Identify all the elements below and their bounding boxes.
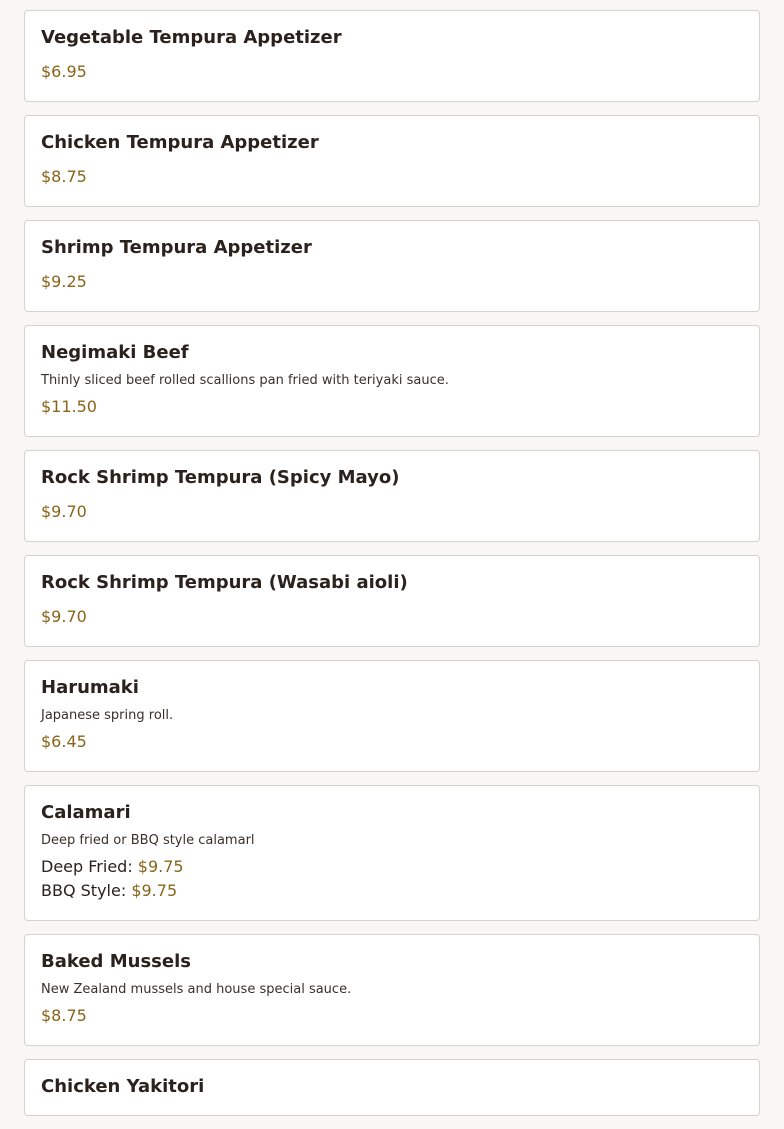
menu-item-name: Negimaki Beef xyxy=(41,342,189,363)
variant-label: Deep Fried: xyxy=(41,857,133,876)
menu-item-name: Rock Shrimp Tempura (Spicy Mayo) xyxy=(41,467,400,488)
menu-item-card[interactable] xyxy=(24,450,760,542)
variant-label: BBQ Style: xyxy=(41,881,127,900)
menu-item-name: Chicken Tempura Appetizer xyxy=(41,132,319,153)
menu-item-card[interactable] xyxy=(24,660,760,772)
menu-item-price: $9.25 xyxy=(41,272,87,291)
menu-item-card[interactable] xyxy=(24,10,760,102)
menu-item-price: $11.50 xyxy=(41,397,97,416)
menu-item-price: $6.45 xyxy=(41,732,87,751)
menu-item-price: $9.70 xyxy=(41,607,87,626)
menu-item-name: Calamari xyxy=(41,802,131,823)
menu-item-name: Rock Shrimp Tempura (Wasabi aioli) xyxy=(41,572,408,593)
menu-item-card[interactable] xyxy=(24,785,760,921)
menu-item-name: Baked Mussels xyxy=(41,951,191,972)
menu-item-name: Harumaki xyxy=(41,677,139,698)
price-variants xyxy=(41,855,743,903)
menu-item-description: Deep fried or BBQ style calamarl xyxy=(41,833,255,848)
menu-item-card[interactable] xyxy=(24,220,760,312)
menu-item-description: Japanese spring roll. xyxy=(41,708,174,723)
price-variant xyxy=(41,879,743,903)
menu-item-description: New Zealand mussels and house special sauce. xyxy=(41,982,352,997)
menu-item-card[interactable] xyxy=(24,325,760,437)
menu-item-name: Shrimp Tempura Appetizer xyxy=(41,237,312,258)
variant-price: $9.75 xyxy=(131,881,178,900)
menu-item-price: $8.75 xyxy=(41,167,87,186)
menu-item-card[interactable] xyxy=(24,1059,760,1116)
menu-item-description: Thinly sliced beef rolled scallions pan fried with teriyaki sauce. xyxy=(41,373,449,388)
price-variant xyxy=(41,855,743,879)
menu-item-price: $9.70 xyxy=(41,502,87,521)
menu-item-card[interactable] xyxy=(24,555,760,647)
variant-price: $9.75 xyxy=(137,857,184,876)
menu-item-name: Chicken Yakitori xyxy=(41,1076,205,1097)
menu-item-card[interactable] xyxy=(24,115,760,207)
menu-item-card[interactable] xyxy=(24,934,760,1046)
menu-item-price: $6.95 xyxy=(41,62,87,81)
menu-item-price: $8.75 xyxy=(41,1006,87,1025)
menu-item-name: Vegetable Tempura Appetizer xyxy=(41,27,342,48)
menu-list xyxy=(24,10,760,1129)
